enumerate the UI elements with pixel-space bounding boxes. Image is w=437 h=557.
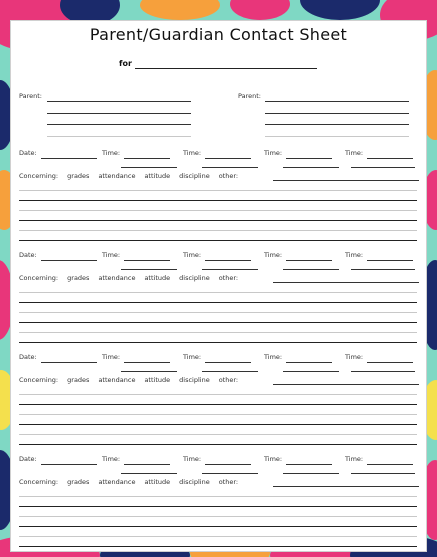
concern-option[interactable]: attitude — [144, 172, 171, 180]
time-label: Time: — [345, 455, 364, 463]
notes-line[interactable] — [19, 496, 417, 497]
notes-line[interactable] — [19, 516, 417, 517]
notes-line[interactable] — [19, 332, 417, 333]
date-field[interactable] — [41, 464, 97, 465]
concern-option[interactable]: attitude — [144, 274, 171, 282]
concerning-row — [19, 172, 247, 180]
concern-option[interactable]: grades — [67, 376, 90, 384]
date-label: Date: — [19, 149, 37, 157]
time-field[interactable] — [205, 464, 251, 465]
notes-line[interactable] — [19, 526, 417, 527]
time-field-secondary[interactable] — [351, 371, 415, 372]
parent-2-line-1[interactable] — [265, 101, 409, 102]
time-field-secondary[interactable] — [202, 473, 258, 474]
time-label: Time: — [102, 251, 121, 259]
time-field[interactable] — [286, 260, 332, 261]
time-label: Time: — [345, 149, 364, 157]
notes-line[interactable] — [19, 200, 417, 201]
time-field-secondary[interactable] — [202, 269, 258, 270]
time-field-secondary[interactable] — [351, 167, 415, 168]
page-title: Parent/Guardian Contact Sheet — [89, 25, 348, 44]
notes-line[interactable] — [19, 210, 417, 211]
other-field[interactable] — [273, 384, 419, 385]
time-field[interactable] — [124, 158, 170, 159]
date-label: Date: — [19, 353, 37, 361]
concern-option[interactable]: attendance — [98, 172, 136, 180]
notes-line[interactable] — [19, 190, 417, 191]
parent-label-1: Parent: — [19, 92, 42, 100]
time-field-secondary[interactable] — [351, 473, 415, 474]
time-label: Time: — [102, 455, 121, 463]
for-label: for — [119, 59, 132, 68]
concern-option[interactable]: discipline — [179, 172, 210, 180]
time-field[interactable] — [367, 260, 413, 261]
concerning-row — [19, 478, 247, 486]
parent-2-line-3[interactable] — [265, 124, 409, 125]
time-field[interactable] — [124, 362, 170, 363]
notes-line[interactable] — [19, 414, 417, 415]
concerning-label: Concerning: — [19, 478, 59, 486]
concern-option[interactable]: attitude — [144, 478, 171, 486]
time-label: Time: — [183, 353, 202, 361]
time-label: Time: — [345, 353, 364, 361]
contact-sheet — [10, 20, 427, 552]
time-field-secondary[interactable] — [121, 269, 177, 270]
time-field-secondary[interactable] — [121, 167, 177, 168]
concerning-label: Concerning: — [19, 172, 59, 180]
time-field-secondary[interactable] — [283, 269, 339, 270]
concern-option[interactable]: discipline — [179, 376, 210, 384]
notes-line[interactable] — [19, 302, 417, 303]
time-label: Time: — [264, 353, 283, 361]
parent-1-line-4[interactable] — [47, 136, 191, 137]
concern-option[interactable]: other: — [218, 478, 239, 486]
parent-1-line-2[interactable] — [47, 113, 191, 114]
date-field[interactable] — [41, 158, 97, 159]
for-field[interactable] — [135, 68, 317, 69]
concern-option[interactable]: other: — [218, 376, 239, 384]
time-field-secondary[interactable] — [351, 269, 415, 270]
parent-label-2: Parent: — [238, 92, 261, 100]
notes-line[interactable] — [19, 424, 417, 425]
concern-option[interactable]: attendance — [98, 376, 136, 384]
concerning-row — [19, 274, 247, 282]
time-field-secondary[interactable] — [283, 371, 339, 372]
time-label: Time: — [264, 455, 283, 463]
time-label: Time: — [102, 149, 121, 157]
time-label: Time: — [264, 251, 283, 259]
date-label: Date: — [19, 455, 37, 463]
concerning-row — [19, 376, 247, 384]
time-field[interactable] — [205, 362, 251, 363]
concern-option[interactable]: discipline — [179, 274, 210, 282]
time-field[interactable] — [286, 362, 332, 363]
time-field[interactable] — [367, 362, 413, 363]
notes-line[interactable] — [19, 394, 417, 395]
parent-1-line-3[interactable] — [47, 124, 191, 125]
notes-line[interactable] — [19, 536, 417, 537]
concern-option[interactable]: other: — [218, 172, 239, 180]
notes-line[interactable] — [19, 546, 417, 547]
concern-option[interactable]: grades — [67, 478, 90, 486]
concern-option[interactable]: grades — [67, 172, 90, 180]
notes-line[interactable] — [19, 434, 417, 435]
notes-line[interactable] — [19, 506, 417, 507]
concerning-label: Concerning: — [19, 376, 59, 384]
time-field[interactable] — [205, 158, 251, 159]
date-field[interactable] — [41, 362, 97, 363]
concern-option[interactable]: attitude — [144, 376, 171, 384]
date-label: Date: — [19, 251, 37, 259]
concern-option[interactable]: discipline — [179, 478, 210, 486]
other-field[interactable] — [273, 486, 419, 487]
time-field[interactable] — [205, 260, 251, 261]
concern-option[interactable]: grades — [67, 274, 90, 282]
notes-line[interactable] — [19, 240, 417, 241]
time-label: Time: — [183, 455, 202, 463]
notes-line[interactable] — [19, 230, 417, 231]
time-field-secondary[interactable] — [202, 371, 258, 372]
time-field[interactable] — [124, 260, 170, 261]
time-field-secondary[interactable] — [121, 371, 177, 372]
time-label: Time: — [102, 353, 121, 361]
time-label: Time: — [183, 251, 202, 259]
time-field[interactable] — [286, 464, 332, 465]
notes-line[interactable] — [19, 444, 417, 445]
time-field-secondary[interactable] — [121, 473, 177, 474]
time-label: Time: — [345, 251, 364, 259]
time-field[interactable] — [286, 158, 332, 159]
parent-1-line-1[interactable] — [47, 101, 191, 102]
time-field[interactable] — [367, 158, 413, 159]
notes-line[interactable] — [19, 292, 417, 293]
other-field[interactable] — [273, 180, 419, 181]
time-field[interactable] — [367, 464, 413, 465]
notes-line[interactable] — [19, 312, 417, 313]
time-field-secondary[interactable] — [202, 167, 258, 168]
time-label: Time: — [264, 149, 283, 157]
parent-2-line-4[interactable] — [265, 136, 409, 137]
time-label: Time: — [183, 149, 202, 157]
notes-line[interactable] — [19, 322, 417, 323]
time-field[interactable] — [124, 464, 170, 465]
concern-option[interactable]: other: — [218, 274, 239, 282]
parent-2-line-2[interactable] — [265, 113, 409, 114]
other-field[interactable] — [273, 282, 419, 283]
date-field[interactable] — [41, 260, 97, 261]
concern-option[interactable]: attendance — [98, 478, 136, 486]
notes-line[interactable] — [19, 342, 417, 343]
concern-option[interactable]: attendance — [98, 274, 136, 282]
time-field-secondary[interactable] — [283, 167, 339, 168]
time-field-secondary[interactable] — [283, 473, 339, 474]
concerning-label: Concerning: — [19, 274, 59, 282]
notes-line[interactable] — [19, 404, 417, 405]
notes-line[interactable] — [19, 220, 417, 221]
